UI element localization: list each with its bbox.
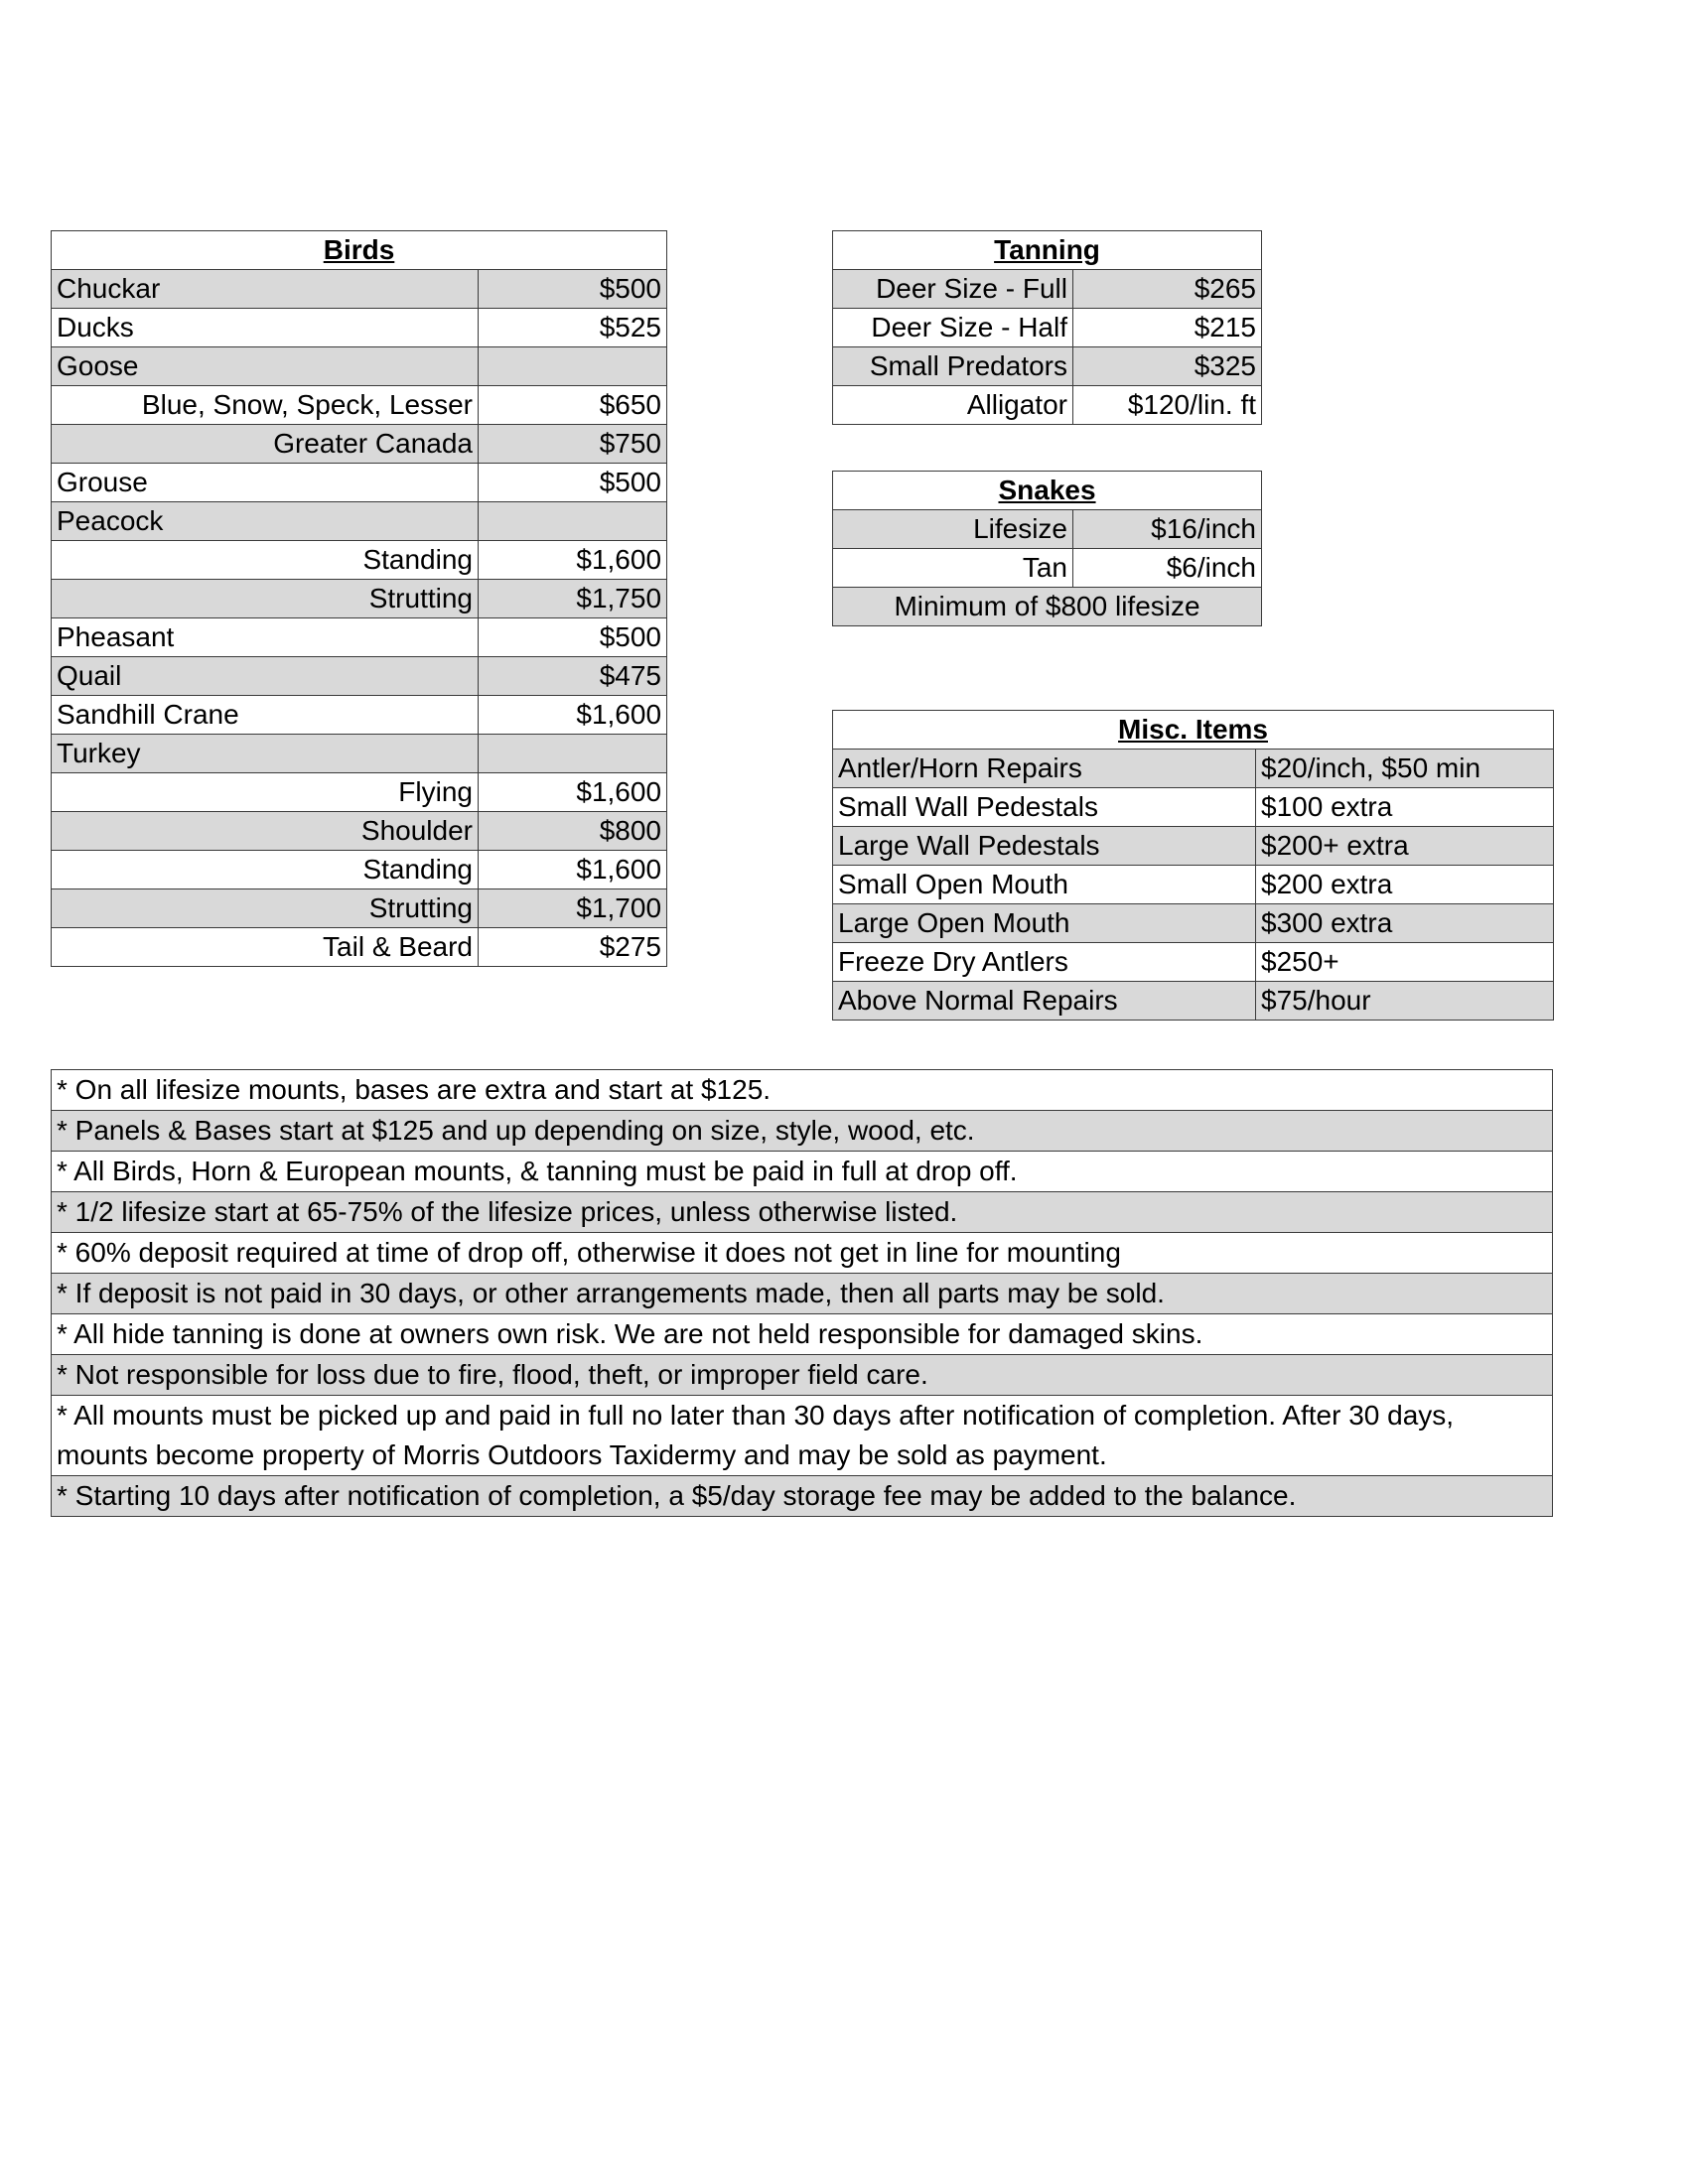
birds-item-price [479, 735, 667, 773]
misc-item-price: $20/inch, $50 min [1256, 750, 1554, 788]
snakes-price-table [832, 471, 1262, 626]
birds-item-label: Pheasant [52, 618, 479, 657]
snakes-item-label: Tan [833, 549, 1073, 588]
misc-table-title: Misc. Items [833, 711, 1554, 750]
policy-note-text: * If deposit is not paid in 30 days, or other arrangements made, then all parts may be sold. [52, 1274, 1553, 1314]
birds-row [52, 309, 667, 347]
birds-row [52, 928, 667, 967]
policy-note-text: * All mounts must be picked up and paid in full no later than 30 days after notification of completion. After 30 days, mounts become property of Morris Outdoors Taxidermy and may be sold as payment. [52, 1396, 1553, 1476]
birds-row [52, 657, 667, 696]
snakes-row [833, 510, 1262, 549]
tanning-item-label: Alligator [833, 386, 1073, 425]
birds-row [52, 425, 667, 464]
birds-row [52, 889, 667, 928]
birds-item-label: Ducks [52, 309, 479, 347]
policy-note-row [52, 1192, 1553, 1233]
birds-item-label: Strutting [52, 889, 479, 928]
tanning-price-table [832, 230, 1262, 425]
policy-note-row [52, 1111, 1553, 1152]
birds-item-label: Standing [52, 541, 479, 580]
misc-item-price: $300 extra [1256, 904, 1554, 943]
misc-table-body [833, 750, 1554, 1021]
policy-note-row [52, 1476, 1553, 1517]
policy-note-text: * 1/2 lifesize start at 65-75% of the lifesize prices, unless otherwise listed. [52, 1192, 1553, 1233]
snakes-item-label: Lifesize [833, 510, 1073, 549]
birds-price-table [51, 230, 667, 967]
birds-row [52, 618, 667, 657]
tanning-item-price: $215 [1073, 309, 1262, 347]
misc-item-price: $200+ extra [1256, 827, 1554, 866]
misc-item-label: Small Wall Pedestals [833, 788, 1256, 827]
tanning-table-body [833, 270, 1262, 425]
misc-item-price: $100 extra [1256, 788, 1554, 827]
snakes-table-body [833, 510, 1262, 588]
policy-note-text: * Panels & Bases start at $125 and up depending on size, style, wood, etc. [52, 1111, 1553, 1152]
birds-item-price: $1,600 [479, 541, 667, 580]
birds-item-price: $525 [479, 309, 667, 347]
birds-item-price: $750 [479, 425, 667, 464]
policy-note-row [52, 1314, 1553, 1355]
tanning-item-label: Small Predators [833, 347, 1073, 386]
misc-item-label: Large Open Mouth [833, 904, 1256, 943]
misc-row [833, 750, 1554, 788]
birds-item-label: Goose [52, 347, 479, 386]
tanning-table-title: Tanning [833, 231, 1262, 270]
birds-row [52, 580, 667, 618]
birds-item-price: $1,700 [479, 889, 667, 928]
misc-row [833, 788, 1554, 827]
birds-item-label: Turkey [52, 735, 479, 773]
policy-note-text: * Not responsible for loss due to fire, flood, theft, or improper field care. [52, 1355, 1553, 1396]
snakes-row [833, 549, 1262, 588]
misc-item-price: $250+ [1256, 943, 1554, 982]
tanning-item-price: $120/lin. ft [1073, 386, 1262, 425]
birds-row [52, 735, 667, 773]
policy-note-row [52, 1274, 1553, 1314]
birds-row [52, 502, 667, 541]
birds-item-price [479, 347, 667, 386]
birds-row [52, 386, 667, 425]
birds-row [52, 696, 667, 735]
misc-item-label: Large Wall Pedestals [833, 827, 1256, 866]
birds-item-label: Tail & Beard [52, 928, 479, 967]
misc-item-label: Antler/Horn Repairs [833, 750, 1256, 788]
misc-row [833, 827, 1554, 866]
policy-notes-body [52, 1070, 1553, 1517]
tanning-item-price: $265 [1073, 270, 1262, 309]
birds-item-price: $500 [479, 270, 667, 309]
birds-item-price: $650 [479, 386, 667, 425]
misc-item-label: Above Normal Repairs [833, 982, 1256, 1021]
birds-row [52, 812, 667, 851]
misc-row [833, 943, 1554, 982]
birds-item-price [479, 502, 667, 541]
birds-item-label: Quail [52, 657, 479, 696]
policy-note-text: * All Birds, Horn & European mounts, & tanning must be paid in full at drop off. [52, 1152, 1553, 1192]
birds-item-price: $1,600 [479, 851, 667, 889]
misc-item-price: $75/hour [1256, 982, 1554, 1021]
misc-row [833, 866, 1554, 904]
tanning-row [833, 270, 1262, 309]
policy-note-text: * On all lifesize mounts, bases are extra and start at $125. [52, 1070, 1553, 1111]
birds-item-price: $800 [479, 812, 667, 851]
birds-item-label: Peacock [52, 502, 479, 541]
tanning-row [833, 386, 1262, 425]
birds-item-price: $275 [479, 928, 667, 967]
misc-row [833, 982, 1554, 1021]
birds-item-label: Sandhill Crane [52, 696, 479, 735]
policy-note-row [52, 1152, 1553, 1192]
birds-item-price: $475 [479, 657, 667, 696]
snakes-item-price: $6/inch [1073, 549, 1262, 588]
misc-item-label: Small Open Mouth [833, 866, 1256, 904]
birds-row [52, 347, 667, 386]
birds-item-label: Strutting [52, 580, 479, 618]
policy-note-row [52, 1355, 1553, 1396]
misc-row [833, 904, 1554, 943]
birds-item-label: Grouse [52, 464, 479, 502]
birds-item-price: $1,750 [479, 580, 667, 618]
policy-notes-table [51, 1069, 1553, 1517]
policy-note-row [52, 1070, 1553, 1111]
policy-note-text: * 60% deposit required at time of drop off, otherwise it does not get in line for mounting [52, 1233, 1553, 1274]
policy-note-text: * Starting 10 days after notification of completion, a $5/day storage fee may be added to the balance. [52, 1476, 1553, 1517]
birds-row [52, 851, 667, 889]
misc-item-price: $200 extra [1256, 866, 1554, 904]
birds-item-label: Flying [52, 773, 479, 812]
birds-row [52, 773, 667, 812]
birds-item-price: $1,600 [479, 773, 667, 812]
birds-item-price: $500 [479, 618, 667, 657]
birds-row [52, 541, 667, 580]
birds-item-label: Chuckar [52, 270, 479, 309]
tanning-item-label: Deer Size - Half [833, 309, 1073, 347]
snakes-minimum-note: Minimum of $800 lifesize [833, 588, 1262, 626]
misc-items-price-table [832, 710, 1554, 1021]
birds-row [52, 464, 667, 502]
birds-row [52, 270, 667, 309]
policy-note-row [52, 1233, 1553, 1274]
birds-item-price: $500 [479, 464, 667, 502]
birds-table-body [52, 270, 667, 967]
misc-item-label: Freeze Dry Antlers [833, 943, 1256, 982]
birds-item-price: $1,600 [479, 696, 667, 735]
tanning-row [833, 347, 1262, 386]
birds-item-label: Shoulder [52, 812, 479, 851]
birds-table-title: Birds [52, 231, 667, 270]
tanning-row [833, 309, 1262, 347]
birds-item-label: Blue, Snow, Speck, Lesser [52, 386, 479, 425]
policy-note-row [52, 1396, 1553, 1476]
birds-item-label: Standing [52, 851, 479, 889]
policy-note-text: * All hide tanning is done at owners own risk. We are not held responsible for damaged skins. [52, 1314, 1553, 1355]
tanning-item-price: $325 [1073, 347, 1262, 386]
tanning-item-label: Deer Size - Full [833, 270, 1073, 309]
snakes-table-title: Snakes [833, 472, 1262, 510]
snakes-item-price: $16/inch [1073, 510, 1262, 549]
birds-item-label: Greater Canada [52, 425, 479, 464]
